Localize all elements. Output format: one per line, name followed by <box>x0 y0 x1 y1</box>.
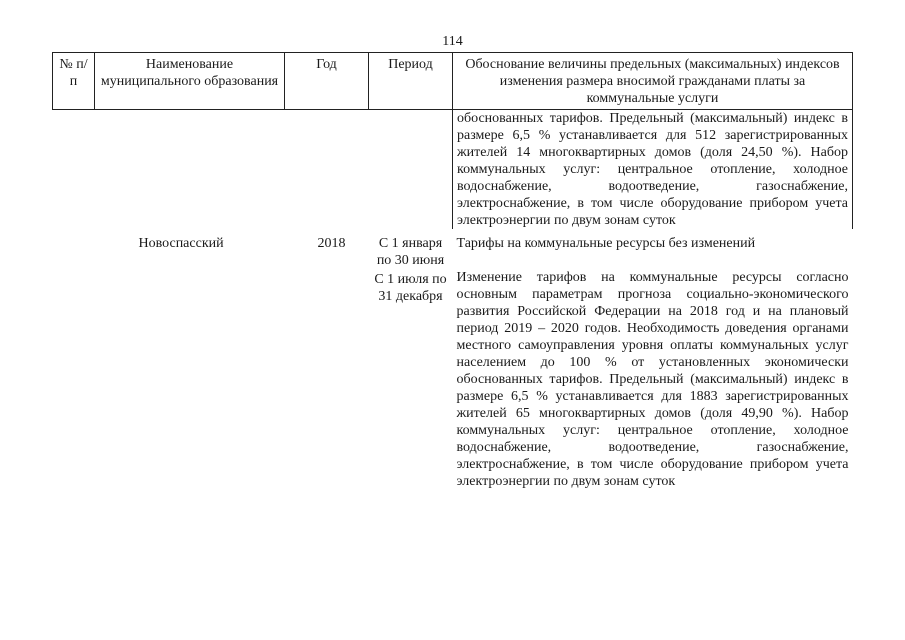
table-row-continuation <box>53 110 853 230</box>
justification-continuation: обоснованных тарифов. Предельный (максимальный) индекс в размере 6,5 % устанавливается для 512 зарегистрированных жителей 14 многоквартирных домов (доля 24,50 %). Набор коммунальных услуг: центральное отопление, холодное водоснабжение, водоотведение, газоснабжение, электроснабжение, в том числе оборудование прибором учета электроэнергии по двум зонам суток <box>457 111 848 228</box>
cell-justification <box>453 110 853 230</box>
header-year: Год <box>285 53 369 110</box>
justification-cell <box>453 229 853 490</box>
table-header-row <box>53 53 853 110</box>
page-number: 114 <box>442 34 463 49</box>
header-justification: Обоснование величины предельных (максимальных) индексов изменения размера вносимой гражданами платы за коммунальные услуги <box>453 53 853 110</box>
cell-period <box>369 110 453 230</box>
tariff-table <box>52 52 853 490</box>
period-first-half: С 1 января по 30 июня <box>376 236 445 268</box>
cell-year <box>285 110 369 230</box>
justification-first-half: Тарифы на коммунальные ресурсы без изменений <box>456 236 756 251</box>
cell-num <box>53 229 95 490</box>
cell-name <box>95 110 285 230</box>
period-second-half: С 1 июля по 31 декабря <box>374 272 447 304</box>
header-period: Период <box>369 53 453 110</box>
period-cell <box>369 229 453 490</box>
table-row-novospassky <box>53 229 853 490</box>
year-cell: 2018 <box>317 236 346 251</box>
header-name: Наименование муниципального образования <box>95 53 285 110</box>
municipality-name: Новоспасский <box>138 236 224 251</box>
cell-num <box>53 110 95 230</box>
header-num: № п/п <box>53 53 95 110</box>
justification-second-half: Изменение тарифов на коммунальные ресурсы согласно основным параметрам прогноза социально-экономического развития Российской Федерации на 2018 год и на плановый период 2019 – 2020 годов. Необходимость доведения органами местного самоуправления уровня оплаты коммунальных услуг населением до 100 % от установленных экономически обоснованных тарифов. Предельный (максимальный) индекс в размере 6,5 % устанавливается для 1883 зарегистрированных жителей 65 многоквартирных домов (доля 49,90 %). Набор коммунальных услуг: центральное отопление, холодное водоснабжение, водоотведение, газоснабжение, электроснабжение, в том числе оборудование прибором учета электроэнергии по двум зонам суток <box>456 270 849 489</box>
